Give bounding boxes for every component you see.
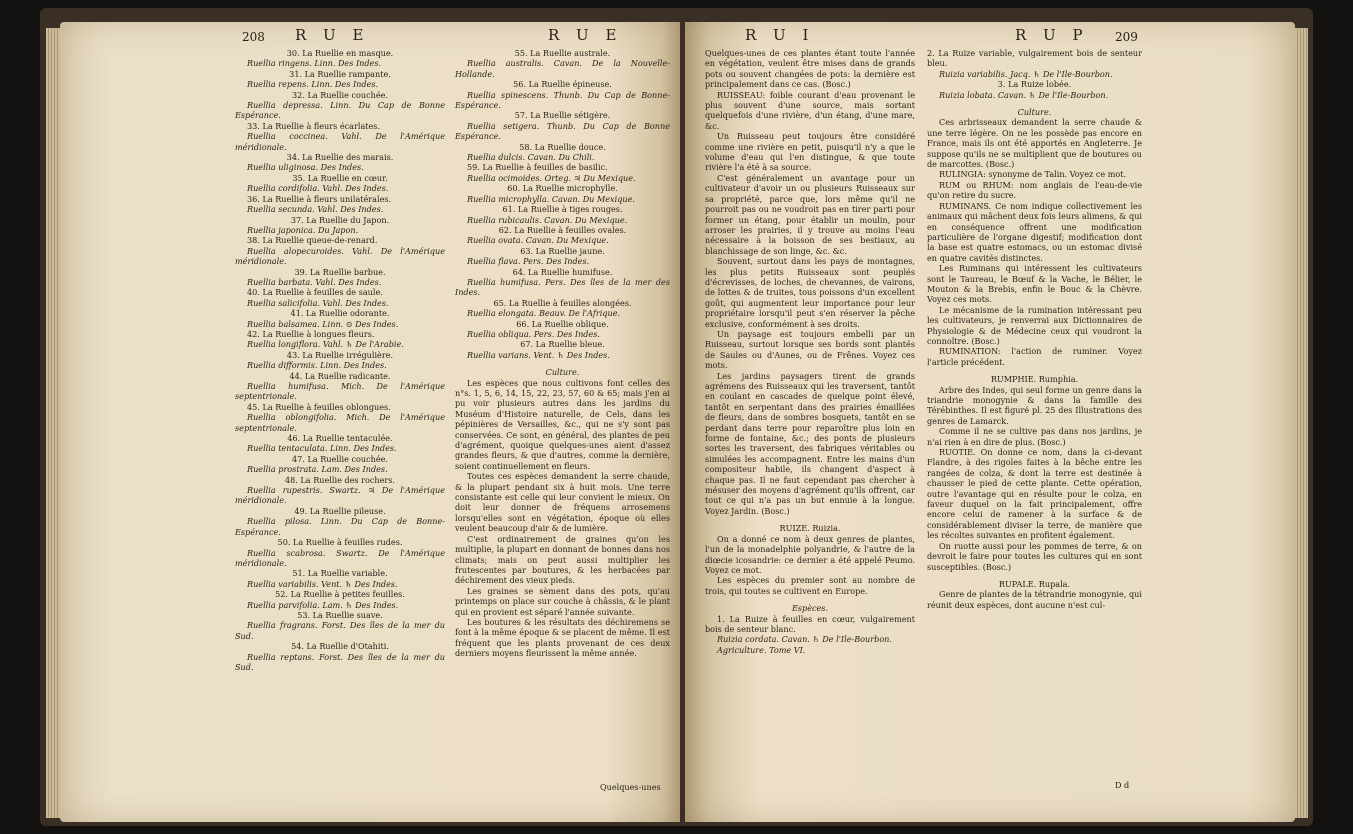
text-line: RUMINANS. Ce nom indique collectivement les animaux qui mâchent deux fois leurs alimens, & qui en conséquence offrent une modification particulière de l'organe digestif; modification dont la base est quatre estomacs, ou un estomac divisé en quatre cavités distinctes. — [927, 200, 1142, 263]
text-line: 58. La Ruellie douce. — [519, 141, 606, 152]
text-line: Les Ruminans qui intéressent les cultivateurs sont le Taureau, le Bœuf & la Vache, le Bélier, le Mouton & la Brebis, enfin le Bouc & la Chèvre. Voyez ces mots. — [927, 263, 1142, 305]
text-line: 51. La Ruellie variable. — [292, 568, 388, 579]
text-line: 64. La Ruellie humifuse. — [512, 266, 613, 277]
text-line: 62. La Ruellie à feuilles ovales. — [498, 224, 627, 235]
text-line: Ruellia australis. Cavan. De la Nouvelle-Hollande. — [455, 58, 670, 79]
text-column — [927, 48, 1142, 610]
text-line: Culture. — [1017, 107, 1052, 118]
catchword: Quelques-unes — [600, 782, 661, 792]
running-head: R U E — [295, 26, 370, 44]
text-line: Ruellia uliginosa. Des Indes. — [247, 162, 364, 173]
text-line: Les graines se sèment dans des pots, qu'au printemps on place sur couche à châssis, & le plant qui en provient est séparé l'année suivante. — [455, 585, 670, 617]
text-line: Ruellia longiflora. Vahl. ♄ De l'Arabie. — [247, 339, 404, 350]
text-line: Ruellia scabrosa. Swartz. De l'Amérique méridionale. — [235, 547, 445, 568]
text-line: 36. La Ruellie à fleurs unilatérales. — [247, 193, 392, 204]
text-line: Arbre des Indes, qui seul forme un genre dans la triandrie monogynie & dans la famille des Térébinthes. Il est figuré pl. 25 des Illustrations des genres de Lamarck. — [927, 384, 1142, 426]
text-line: 49. La Ruellie pileuse. — [294, 505, 386, 516]
text-line: Ruellia pilosa. Linn. Du Cap de Bonne-Espérance. — [235, 516, 445, 537]
text-line: Ruellia cordifolia. Vahl. Des Indes. — [247, 183, 389, 194]
text-line: 61. La Ruellie à tiges rouges. — [502, 204, 623, 215]
text-line: Le mécanisme de la rumination intéressant peu les cultivateurs, je renverrai aux Dictionnaires de Physiologie & de Médecine ceux qui voudront la connoître. (Bosc.) — [927, 304, 1142, 346]
text-line: RUOTIE. On donne ce nom, dans la ci-devant Flandre, à des rigoles faites à la bêche entre les rangées de colza, & dont la terre est destinée à chausser le pied de cette plante. Cette opération, outre l'avantage qui en résulte pour le colza, en faveur duquel on la fait principalement, offre encore celui de ramener à la surface & de considérablement diviser la terre, de manière que les récoltes suivantes en profitent également. — [927, 447, 1142, 541]
text-line: 31. La Ruellie rampante. — [289, 68, 391, 79]
text-line: 37. La Ruellie du Japon. — [290, 214, 390, 225]
text-line: Ruellia humifusa. Pers. Des îles de la mer des Indes. — [455, 276, 670, 298]
text-line: Espèces. — [791, 603, 829, 614]
text-line: Ruellia humifusa. Mich. De l'Amérique septentrionale. — [235, 381, 445, 402]
text-line: Ruellia oblongifolia. Mich. De l'Amérique septentrionale. — [235, 412, 445, 433]
text-line: C'est ordinairement de graines qu'on les multiplie, la plupart en donnant de bonnes dans nos climats; mais on peut aussi multiplier les frutescentes par boutures, & les herbacées par déchirement des vieux pieds. — [455, 533, 670, 586]
text-line: 54. La Ruellie d'Otahiti. — [291, 641, 389, 652]
text-line: Les espèces que nous cultivons font celles des n°s. 1, 5, 6, 14, 15, 22, 23, 57, 60 & 65; mais j'en ai pu voir plusieurs autres dans les jardins du Muséum d'Histoire naturelle, de Cels, dans les pépinières de Versailles, &c., qui ne s'y sont pas conservées. Ce sont, en général, des plantes de peu d'agrément, quoique quelques-unes aient d'assez grandes fleurs, & que d'autres, comme la dernière, soient continuellement en fleurs. — [455, 377, 670, 471]
text-line: Les espèces du premier sont au nombre de trois, qui toutes se cultivent en Europe. — [705, 575, 915, 596]
text-line: Ruellia salicifolia. Vahl. Des Indes. — [247, 297, 389, 308]
text-line: 56. La Ruellie épineuse. — [513, 79, 612, 90]
text-line: Ruellia obliqua. Pers. Des Indes. — [467, 328, 601, 339]
text-line: Ruellia reptans. Forst. Des îles de la mer du Sud. — [235, 651, 445, 672]
text-line: Ruellia difformis. Linn. Des Indes. — [247, 360, 387, 371]
text-line: 52. La Ruellie à petites feuilles. — [275, 589, 405, 600]
text-line: Ruellia secunda. Vahl. Des Indes. — [247, 204, 384, 215]
text-line: Ruellia japonica. Du Japon. — [247, 224, 359, 235]
text-line: On ruotte aussi pour les pommes de terre, & on devroit le faire pour toutes les cultures qui en sont susceptibles. (Bosc.) — [927, 540, 1142, 572]
text-line: 67. La Ruellie bleue. — [520, 339, 605, 350]
text-line: Ruizia lobata. Cavan. ♄ De l'Ile-Bourbon. — [939, 89, 1109, 100]
text-line: 39. La Ruellie barbue. — [294, 266, 386, 277]
signature-mark: D d — [1115, 780, 1130, 790]
text-line: Ruellia barbata. Vahl. Des Indes. — [247, 276, 382, 287]
text-line: 34. La Ruellie des marais. — [286, 152, 394, 163]
text-line: Ruellia prostrata. Lam. Des Indes. — [247, 464, 388, 475]
text-line: 46. La Ruellie tentaculée. — [287, 433, 393, 444]
text-line: 35. La Ruellie en cœur. — [292, 172, 388, 183]
text-line: Ruellia ocimoides. Orteg. ♃ Du Mexique. — [467, 172, 636, 183]
text-line: 59. La Ruellie à feuilles de basilic. — [467, 162, 608, 173]
text-line: 38. La Ruellie queue-de-renard. — [247, 235, 378, 246]
page-number: 209 — [1115, 30, 1138, 44]
text-line: 40. La Ruellie à feuilles de saule. — [247, 287, 383, 298]
text-column — [705, 48, 915, 655]
text-line: Ruellia microphylla. Cavan. Du Mexique. — [467, 193, 635, 204]
text-line: Un Ruisseau peut toujours être considéré comme une rivière en petit, puisqu'il n'y a que le volume d'eau qui l'en distingue, & que toute rivière l'a été à sa source. — [705, 131, 915, 173]
text-column — [455, 48, 670, 659]
text-line: C'est généralement un avantage pour un cultivateur d'avoir un ou plusieurs Ruisseaux sur sa propriété, parce que, lors même qu'il ne pourroit pas ou ne voudroit pas en tirer parti pour former un étang, pour établir un moulin, pour arroser les prairies, il y trouve au moins l'eau nécessaire à la boisson de ses bestiaux, au blanchissage de son linge, &c. &c. — [705, 172, 915, 256]
text-line: 1. La Ruize à feuilles en cœur, vulgairement bois de senteur blanc. — [705, 613, 915, 634]
text-line: 66. La Ruellie oblique. — [516, 318, 609, 329]
text-line: 57. La Ruellie sétigère. — [514, 110, 611, 121]
page-number: 208 — [242, 30, 265, 44]
text-line: 55. La Ruellie australe. — [514, 48, 611, 58]
text-line: Ruellia spinescens. Thunb. Du Cap de Bonne-Espérance. — [455, 89, 670, 111]
text-line: Ruellia fragrans. Forst. Des îles de la mer du Sud. — [235, 620, 445, 641]
text-line: Ruellia parvifolia. Lam. ♄ Des Indes. — [247, 599, 399, 610]
text-line: 63. La Ruellie jaune. — [520, 245, 605, 256]
text-line: Ruellia ringens. Linn. Des Indes. — [247, 58, 382, 69]
text-line: Ruellia balsamea. Linn. ⊙ Des Indes. — [247, 318, 399, 329]
open-book — [40, 8, 1313, 826]
text-column — [235, 48, 445, 672]
text-line: 43. La Ruellie irrégulière. — [286, 349, 394, 360]
text-line: Ruellia dulcis. Cavan. Du Chili. — [467, 152, 595, 163]
text-line: Culture. — [545, 367, 580, 378]
text-line: Ruellia coccinea. Vahl. De l'Amérique méridionale. — [235, 131, 445, 152]
text-line: RULINGIA: synonyme de Talin. Voyez ce mot. — [939, 169, 1127, 180]
text-line: 32. La Ruellie couchée. — [292, 89, 388, 100]
text-line: Quelques-unes de ces plantes étant toute l'année en végétation, veulent être mises dans de grands pots ou souvent changées de pots: la dernière est principalement dans ce cas. (Bosc.) — [705, 48, 915, 90]
text-line: 50. La Ruellie à feuilles rudes. — [277, 537, 403, 548]
text-line: RUM ou RHUM: nom anglais de l'eau-de-vie qu'on retire du sucre. — [927, 179, 1142, 201]
text-line: Ruellia depressa. Linn. Du Cap de Bonne Espérance. — [235, 100, 445, 121]
text-line: RUMINATION: l'action de ruminer. Voyez l'article précédent. — [927, 346, 1142, 367]
text-line: Ruellia alopecuroides. Vahl. De l'Amérique méridionale. — [235, 245, 445, 267]
text-line: Ruellia elongata. Beauv. De l'Afrique. — [467, 308, 621, 319]
text-line: Ruellia setigera. Thunb. Du Cap de Bonne Espérance. — [455, 120, 670, 142]
text-line: Ruellia varians. Vent. ♄ Des Indes. — [467, 349, 610, 360]
text-line: Ruellia rubicaulis. Cavan. Du Mexique. — [467, 214, 628, 225]
text-line: Genre de plantes de la tétrandrie monogynie, qui réunit deux espèces, dont aucune n'est cul- — [927, 589, 1142, 610]
text-line: 53. La Ruellie suave. — [297, 609, 383, 620]
text-line: Les jardins paysagers tirent de grands agrémens des Ruisseaux qui les traversent, tantôt en coulant en cascades de quelque point élevé, tantôt en serpentant dans des prairies émaillées de fleurs, dans de sombres bosquets, tantôt en se perdant dans terre pour reparoître plus loin en forme de fontaine, &c.; des ponts de plusieurs sortes les traversent, des fabriques véritables ou simulées les accompagnent. Entre les mains d'un compositeur habile, ils changent d'aspect à chaque pas. Il ne faut cependant pas chercher à mésuser des moyens d'agrément qu'ils offrent, car tout ce qui n'a pas un but ennuie à la longue. Voyez Jardin. (Bosc.) — [705, 370, 915, 516]
text-line: 2. La Ruize variable, vulgairement bois de senteur bleu. — [927, 48, 1142, 69]
text-line: 47. La Ruellie couchée. — [292, 453, 388, 464]
text-line: Agriculture. Tome VI. — [717, 644, 806, 655]
text-line: 60. La Ruellie microphylle. — [507, 183, 618, 194]
text-line: Toutes ces espèces demandent la serre chaude, & la plupart pendant six à huit mois. Une terre consistante est celle qui leur convient le mieux. On doit leur donner de fréquens arrosemens lorsqu'elles sont en végétation, époque où elles veulent beaucoup d'air & de lumière. — [455, 471, 670, 534]
running-head: R U I — [745, 26, 815, 44]
text-line: Ruellia variabilis. Vent. ♄ Des Indes. — [247, 578, 398, 589]
text-line: RUPALE. Rupala. — [998, 578, 1071, 589]
left-page — [60, 22, 680, 822]
text-line: Ruellia flava. Pers. Des Indes. — [467, 256, 590, 267]
text-line: 42. La Ruellie à longues fleurs. — [247, 328, 375, 339]
text-line: RUMPHIE. Rumphia. — [990, 374, 1079, 385]
text-line: RUISSEAU: foible courant d'eau provenant le plus souvent d'une source, mais sortant quelquefois d'une rivière, d'un étang, d'une mare, &c. — [705, 89, 915, 131]
text-line: Ces arbrisseaux demandent la serre chaude & une terre légère. On ne les possède pas encore en France, mais ils ont été apportés en Angleterre. Je suppose qu'ils ne se multiplient que de boutures ou de marcottes. (Bosc.) — [927, 117, 1142, 170]
running-head: R U P — [1015, 26, 1089, 44]
text-line: Ruizia variabilis. Jacq. ♄ De l'Ile-Bourbon. — [939, 68, 1113, 79]
text-line: Ruellia ovata. Cavan. Du Mexique. — [467, 235, 609, 246]
text-line: 45. La Ruellie à feuilles oblongues. — [247, 401, 391, 412]
text-line: 65. La Ruellie à feuilles alongées. — [493, 297, 632, 308]
text-line: 30. La Ruellie en masque. — [286, 48, 394, 58]
text-line: 44. La Ruellie radicante. — [289, 370, 391, 381]
running-head: R U E — [548, 26, 623, 44]
text-line: Ruellia tentaculata. Linn. Des Indes. — [247, 443, 397, 454]
text-line: 33. La Ruellie à fleurs écarlates. — [247, 120, 381, 131]
text-line: Comme il ne se cultive pas dans nos jardins, je n'ai rien à en dire de plus. (Bosc.) — [927, 426, 1142, 447]
text-line: On a donné ce nom à deux genres de plantes, l'un de la monadelphie polyandrie, & l'autre de la diœcie icosandrie: ce dernier a été appelé Peumo. Voyez ce mot. — [705, 533, 915, 575]
text-line: 48. La Ruellie des rochers. — [284, 474, 395, 485]
text-line: Ruellia rupestris. Swartz. ♃ De l'Amérique méridionale. — [235, 485, 445, 506]
text-line: 41. La Ruellie odorante. — [290, 308, 390, 319]
text-line: Souvent, surtout dans les pays de montagnes, les plus petits Ruisseaux sont peuplés d'écrevisses, de loches, de chevannes, de vairons, de lottes & de truites, tous poissons d'un excellent goût, qui augmentent leur importance pour leur propriétaire lorsqu'il peut s'en réserver la pêche exclusive, conformément à ses droits. — [705, 256, 915, 329]
text-line: Les boutures & les résultats des déchiremens se font à la même époque & se placent de même. Il est fréquent que les plants provenant de ces deux derniers moyens fleurissent la même année. — [455, 616, 670, 659]
text-line: 3. La Ruize lobée. — [997, 79, 1072, 90]
text-line: Ruellia repens. Linn. Des Indes. — [247, 79, 379, 90]
text-line: Ruizia cordata. Cavan. ♄ De l'Ile-Bourbon. — [717, 634, 892, 645]
text-line: RUIZE. Ruizia. — [779, 523, 841, 534]
right-page — [685, 22, 1295, 822]
text-line: Un paysage est toujours embelli par un Ruisseau, surtout lorsque ses bords sont plantés de Saules ou d'Aunes, ou de Frênes. Voyez ces mots. — [705, 328, 915, 371]
